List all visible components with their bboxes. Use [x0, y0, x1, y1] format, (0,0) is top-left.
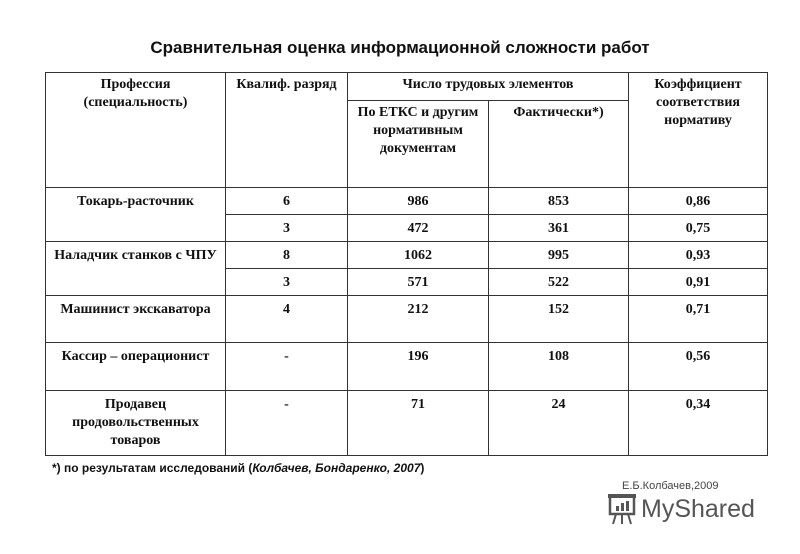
- coef-cell: 0,86: [629, 188, 768, 215]
- etks-cell: 986: [348, 188, 489, 215]
- author-credit: Е.Б.Колбачев,2009: [622, 480, 719, 492]
- profession-cell: Наладчик станков с ЧПУ: [46, 242, 226, 296]
- footnote: *) по результатам исследований (Колбачев, Бондаренко, 2007): [52, 461, 425, 475]
- etks-cell: 212: [348, 296, 489, 343]
- etks-cell: 196: [348, 343, 489, 391]
- actual-cell: 995: [489, 242, 629, 269]
- grade-cell: -: [226, 343, 348, 391]
- actual-cell: 152: [489, 296, 629, 343]
- comparison-table: [45, 72, 768, 456]
- coef-cell: 0,34: [629, 391, 768, 456]
- header-etks: По ЕТКС и другим нормативным документам: [348, 101, 489, 188]
- coef-cell: 0,91: [629, 269, 768, 296]
- etks-cell: 1062: [348, 242, 489, 269]
- myshared-watermark: MyShared: [607, 492, 755, 526]
- coef-cell: 0,71: [629, 296, 768, 343]
- profession-cell: Машинист экскаватора: [46, 296, 226, 343]
- header-profession: Профессия (специальность): [46, 73, 226, 188]
- slide-title: Сравнительная оценка информационной сложности работ: [150, 38, 650, 57]
- etks-cell: 472: [348, 215, 489, 242]
- header-elements: Число трудовых элементов: [348, 73, 629, 101]
- header-actual: Фактически*): [489, 101, 629, 188]
- grade-cell: 4: [226, 296, 348, 343]
- grade-cell: 8: [226, 242, 348, 269]
- profession-cell: Продавец продовольственных товаров: [46, 391, 226, 456]
- actual-cell: 522: [489, 269, 629, 296]
- presentation-board-icon: [607, 492, 637, 526]
- coef-cell: 0,93: [629, 242, 768, 269]
- actual-cell: 361: [489, 215, 629, 242]
- profession-cell: Токарь-расточник: [46, 188, 226, 242]
- actual-cell: 853: [489, 188, 629, 215]
- coef-cell: 0,75: [629, 215, 768, 242]
- header-grade: Квалиф. разряд: [226, 73, 348, 188]
- coef-cell: 0,56: [629, 343, 768, 391]
- grade-cell: -: [226, 391, 348, 456]
- grade-cell: 6: [226, 188, 348, 215]
- etks-cell: 71: [348, 391, 489, 456]
- actual-cell: 24: [489, 391, 629, 456]
- etks-cell: 571: [348, 269, 489, 296]
- grade-cell: 3: [226, 215, 348, 242]
- grade-cell: 3: [226, 269, 348, 296]
- profession-cell: Кассир – операционист: [46, 343, 226, 391]
- actual-cell: 108: [489, 343, 629, 391]
- header-coefficient: Коэффициент соответствия нормативу: [629, 73, 768, 188]
